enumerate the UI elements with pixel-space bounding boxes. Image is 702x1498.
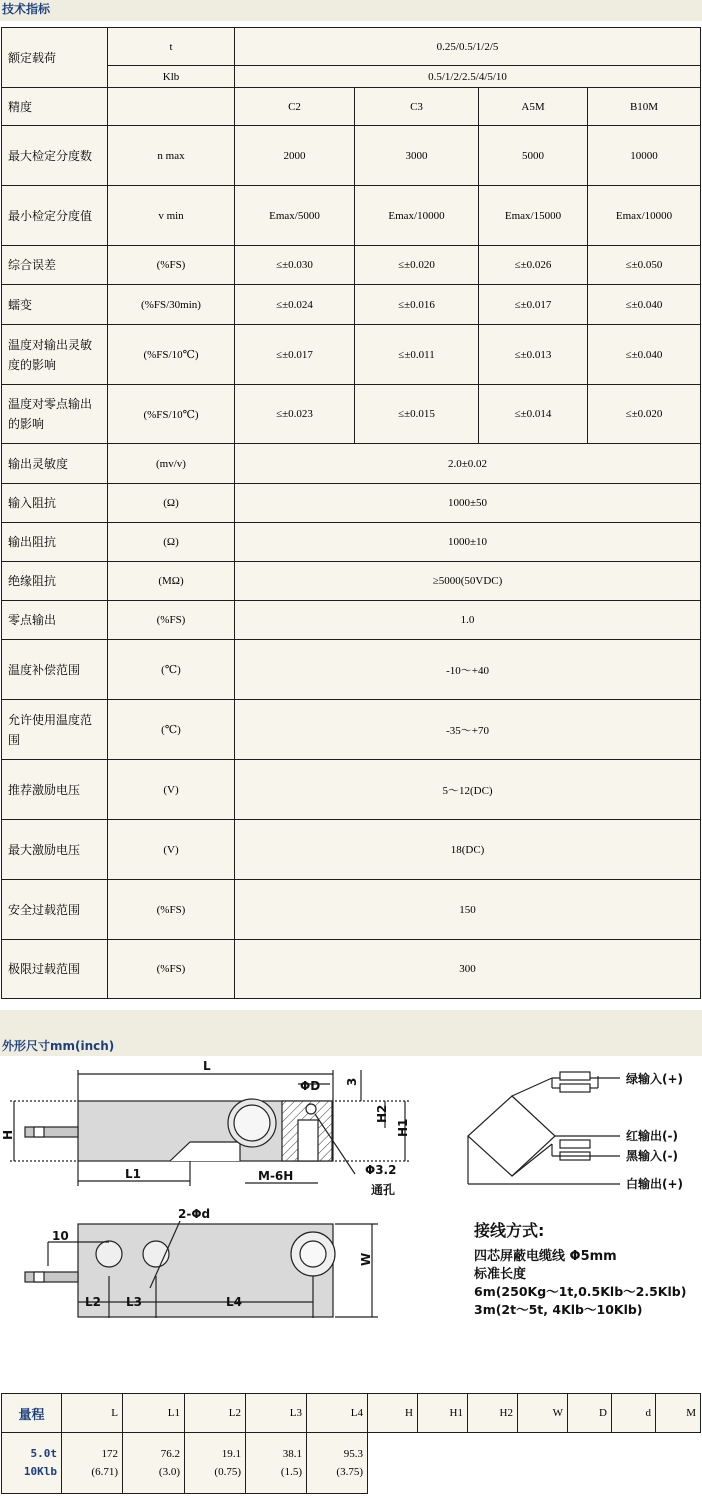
spec-unit: (%FS/10℃) bbox=[108, 385, 235, 444]
spec-value: 1.0 bbox=[235, 601, 701, 640]
wiring-line-3: 6m(250Kg～1t,0.5Klb～2.5Klb) bbox=[474, 1284, 687, 1299]
spec-label: 综合误差 bbox=[2, 246, 108, 285]
spec-unit: (Ω) bbox=[108, 523, 235, 562]
spec-value: -35～+70 bbox=[235, 700, 701, 760]
wire-black-in: 黑输入(-) bbox=[626, 1149, 678, 1163]
sensor-body-top bbox=[78, 1224, 333, 1317]
dim-header: L2 bbox=[185, 1394, 246, 1433]
dim-cell bbox=[62, 1433, 123, 1494]
dim-header: D bbox=[568, 1394, 612, 1433]
wire-red-out: 红输出(-) bbox=[626, 1129, 678, 1143]
dim-10: 10 bbox=[52, 1229, 69, 1243]
dim-value: 38.1 bbox=[282, 1448, 302, 1460]
dim-3: 3 bbox=[345, 1077, 359, 1086]
spec-value: -10～+40 bbox=[235, 640, 701, 700]
spec-value: Emax/10000 bbox=[355, 186, 479, 246]
wire-green-in: 绿输入(+) bbox=[626, 1072, 684, 1086]
spec-value: ≤±0.020 bbox=[355, 246, 479, 285]
spec-unit: (mv/v) bbox=[108, 444, 235, 484]
spec-unit: (Ω) bbox=[108, 484, 235, 523]
dim-cell bbox=[123, 1433, 185, 1494]
spec-value: ≤±0.017 bbox=[479, 285, 588, 325]
spec-value: 0.25/0.5/1/2/5 bbox=[235, 28, 701, 66]
dim-value-inch: (3.0) bbox=[158, 1466, 180, 1478]
spec-value: 150 bbox=[235, 880, 701, 940]
dim-L: L bbox=[203, 1059, 211, 1073]
spec-label: 最大激励电压 bbox=[2, 820, 108, 880]
spec-value: A5M bbox=[479, 88, 588, 126]
spec-unit: (℃) bbox=[108, 640, 235, 700]
spec-unit: (%FS/10℃) bbox=[108, 325, 235, 385]
spec-unit: (MΩ) bbox=[108, 562, 235, 601]
spec-label: 额定载荷 bbox=[2, 28, 108, 88]
spec-value: 0.5/1/2/2.5/4/5/10 bbox=[235, 66, 701, 88]
dim-L3: L3 bbox=[126, 1295, 142, 1309]
spec-value: ≤±0.023 bbox=[235, 385, 355, 444]
spec-label: 绝缘阻抗 bbox=[2, 562, 108, 601]
spec-label: 零点输出 bbox=[2, 601, 108, 640]
spec-label: 推荐激励电压 bbox=[2, 760, 108, 820]
spec-value: Emax/5000 bbox=[235, 186, 355, 246]
spec-label: 极限过载范围 bbox=[2, 940, 108, 999]
dim-cell bbox=[185, 1433, 246, 1494]
spec-value: 5～12(DC) bbox=[235, 760, 701, 820]
spec-value: Emax/15000 bbox=[479, 186, 588, 246]
dim-header: L bbox=[62, 1394, 123, 1433]
spec-value: 5000 bbox=[479, 126, 588, 186]
spec-unit: n max bbox=[108, 126, 235, 186]
dim-L1: L1 bbox=[125, 1167, 141, 1181]
dim-header: H bbox=[368, 1394, 418, 1433]
spec-unit: (%FS) bbox=[108, 246, 235, 285]
dim-row-name-imperial: 10Klb bbox=[23, 1465, 57, 1478]
spec-label: 蠕变 bbox=[2, 285, 108, 325]
dim-value: 76.2 bbox=[160, 1448, 180, 1460]
dim-value: 19.1 bbox=[221, 1448, 241, 1460]
spec-unit: Klb bbox=[108, 66, 235, 88]
spec-unit: (%FS/30min) bbox=[108, 285, 235, 325]
dim-header: H1 bbox=[418, 1394, 468, 1433]
spec-unit: (%FS) bbox=[108, 601, 235, 640]
spec-unit: (%FS) bbox=[108, 880, 235, 940]
spec-label: 温度对输出灵敏度的影响 bbox=[2, 325, 108, 385]
spec-value: 2000 bbox=[235, 126, 355, 186]
dim-header: M bbox=[656, 1394, 701, 1433]
dim-L2: L2 bbox=[85, 1295, 101, 1309]
spec-section-title: 技术指标 bbox=[0, 0, 702, 21]
dim-header: 量程 bbox=[2, 1394, 62, 1433]
spec-value: ≤±0.040 bbox=[588, 285, 701, 325]
spec-unit: (℃) bbox=[108, 700, 235, 760]
spec-label: 输入阻抗 bbox=[2, 484, 108, 523]
spec-value: 1000±50 bbox=[235, 484, 701, 523]
dim-through-hole: 通孔 bbox=[371, 1183, 396, 1197]
spec-value: Emax/10000 bbox=[588, 186, 701, 246]
spec-label: 最小检定分度值 bbox=[2, 186, 108, 246]
spec-unit: t bbox=[108, 28, 235, 66]
spec-value: ≤±0.026 bbox=[479, 246, 588, 285]
spec-value: ≤±0.040 bbox=[588, 325, 701, 385]
spec-unit: v min bbox=[108, 186, 235, 246]
dim-header: L4 bbox=[307, 1394, 368, 1433]
wiring-line-1: 四芯屏蔽电缆线 Φ5mm bbox=[474, 1249, 617, 1264]
spec-value: 3000 bbox=[355, 126, 479, 186]
spec-label: 温度补偿范围 bbox=[2, 640, 108, 700]
spec-label: 输出阻抗 bbox=[2, 523, 108, 562]
spec-value: ≥5000(50VDC) bbox=[235, 562, 701, 601]
spec-unit: (V) bbox=[108, 760, 235, 820]
spec-value: ≤±0.030 bbox=[235, 246, 355, 285]
dim-value-inch: (6.71) bbox=[91, 1466, 118, 1478]
bridge-circuit bbox=[468, 1096, 555, 1176]
spec-label: 最大检定分度数 bbox=[2, 126, 108, 186]
dimension-section-title: 外形尺寸mm(inch) bbox=[0, 1010, 702, 1056]
spec-label: 允许使用温度范围 bbox=[2, 700, 108, 760]
wiring-title: 接线方式: bbox=[474, 1221, 545, 1240]
spec-value: 2.0±0.02 bbox=[235, 444, 701, 484]
spec-value: C3 bbox=[355, 88, 479, 126]
spec-table bbox=[1, 27, 701, 999]
spec-label: 温度对零点输出的影响 bbox=[2, 385, 108, 444]
dim-2d: 2-Φd bbox=[178, 1207, 211, 1221]
dim-row-name bbox=[2, 1433, 62, 1494]
spec-value: ≤±0.015 bbox=[355, 385, 479, 444]
bolt-hole-1 bbox=[96, 1241, 122, 1267]
spec-value: ≤±0.024 bbox=[235, 285, 355, 325]
dim-D: ΦD bbox=[300, 1079, 321, 1093]
dim-H1: H1 bbox=[396, 1118, 410, 1137]
spec-unit bbox=[108, 88, 235, 126]
spec-unit: (%FS) bbox=[108, 940, 235, 999]
dim-W: W bbox=[359, 1252, 373, 1266]
dim-header: L3 bbox=[246, 1394, 307, 1433]
dim-header: H2 bbox=[468, 1394, 518, 1433]
dim-header: W bbox=[518, 1394, 568, 1433]
spec-value: ≤±0.016 bbox=[355, 285, 479, 325]
dimension-table bbox=[1, 1393, 701, 1494]
dim-phi32: Φ3.2 bbox=[365, 1163, 397, 1177]
spec-value: ≤±0.017 bbox=[235, 325, 355, 385]
spec-unit: (V) bbox=[108, 820, 235, 880]
dim-empty bbox=[368, 1433, 701, 1494]
dim-cell bbox=[246, 1433, 307, 1494]
dimension-drawing bbox=[0, 1056, 702, 1386]
wiring-line-2: 标准长度 bbox=[474, 1267, 527, 1282]
dim-cell bbox=[307, 1433, 368, 1494]
spec-value: 18(DC) bbox=[235, 820, 701, 880]
spec-value: 300 bbox=[235, 940, 701, 999]
spec-value: 1000±10 bbox=[235, 523, 701, 562]
spec-value: ≤±0.011 bbox=[355, 325, 479, 385]
spec-value: C2 bbox=[235, 88, 355, 126]
spec-value: B10M bbox=[588, 88, 701, 126]
wiring-line-4: 3m(2t～5t, 4Klb～10Klb) bbox=[474, 1302, 643, 1317]
spec-value: ≤±0.050 bbox=[588, 246, 701, 285]
cable-side bbox=[25, 1127, 78, 1137]
spec-label: 输出灵敏度 bbox=[2, 444, 108, 484]
dim-L4: L4 bbox=[226, 1295, 242, 1309]
spec-value: ≤±0.013 bbox=[479, 325, 588, 385]
wire-white-out: 白输出(+) bbox=[626, 1177, 684, 1191]
cable-top bbox=[25, 1272, 78, 1282]
dim-row-name-metric: 5.0t bbox=[30, 1447, 57, 1460]
dim-header: L1 bbox=[123, 1394, 185, 1433]
dim-value: 95.3 bbox=[343, 1448, 363, 1460]
spec-label: 精度 bbox=[2, 88, 108, 126]
dim-value-inch: (1.5) bbox=[280, 1466, 302, 1478]
dim-value-inch: (3.75) bbox=[336, 1466, 363, 1478]
spec-value: 10000 bbox=[588, 126, 701, 186]
dim-H: H bbox=[1, 1129, 15, 1140]
dim-H2: H2 bbox=[375, 1104, 389, 1123]
dim-header: d bbox=[612, 1394, 656, 1433]
dim-value: 172 bbox=[101, 1448, 118, 1460]
dim-M6H: M-6H bbox=[258, 1169, 294, 1183]
spec-label: 安全过载范围 bbox=[2, 880, 108, 940]
spec-value: ≤±0.020 bbox=[588, 385, 701, 444]
spec-value: ≤±0.014 bbox=[479, 385, 588, 444]
dim-value-inch: (0.75) bbox=[214, 1466, 241, 1478]
